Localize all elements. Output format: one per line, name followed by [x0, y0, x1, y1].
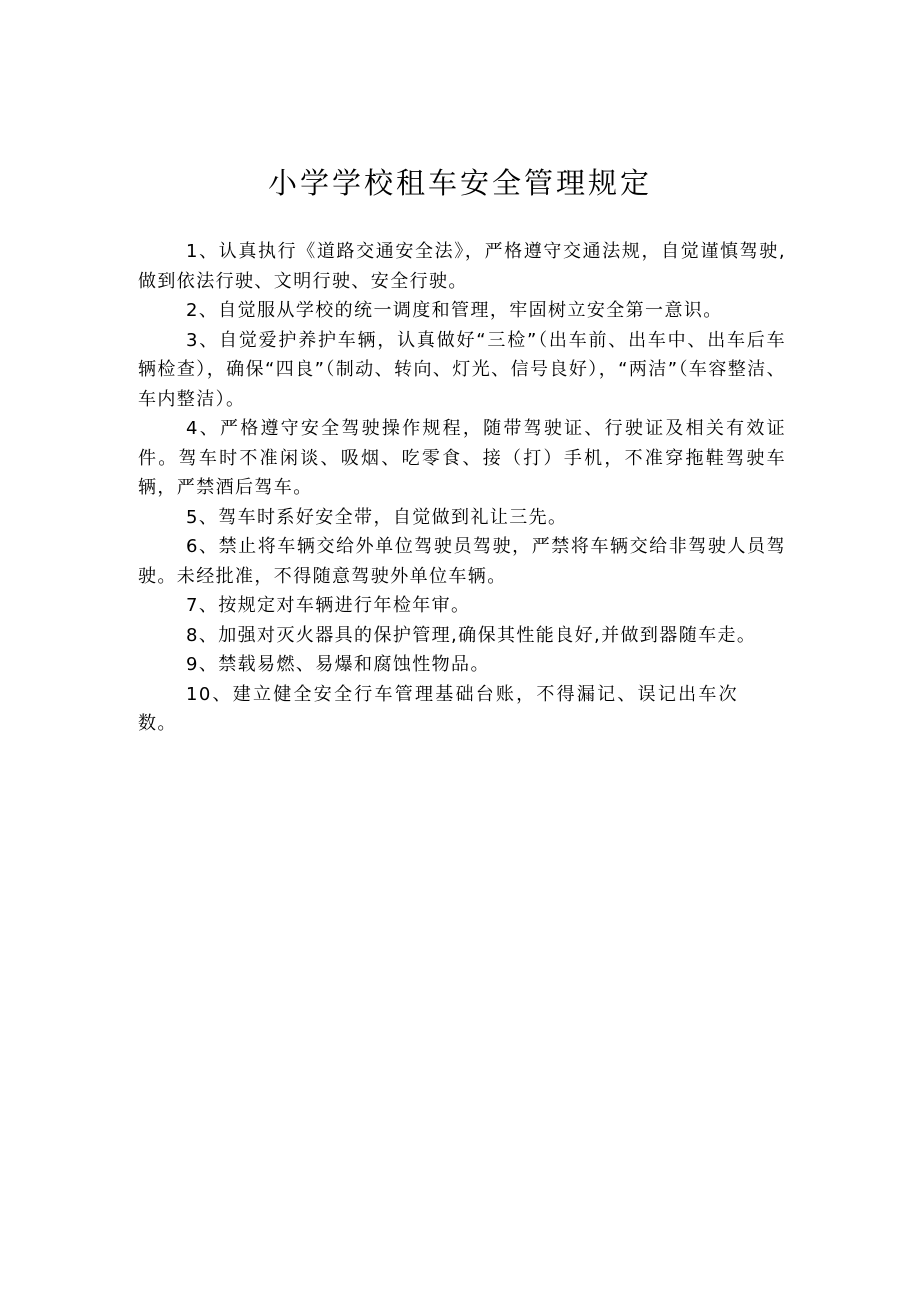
rule-paragraph-10: 10、建立健全安全行车管理基础台账，不得漏记、误记出车次数。: [138, 683, 738, 734]
rule-paragraph-2: 2、自觉服从学校的统一调度和管理，牢固树立安全第一意识。: [186, 300, 723, 321]
rule-paragraph-8: 8、加强对灭火器具的保护管理,确保其性能良好,并做到器随车走。: [186, 624, 757, 646]
rule-paragraph-1: 1、认真执行《道路交通安全法》，严格遵守交通法规，自觉谨慎驾驶,做到依法行驶、文明行驶、安全行驶。: [138, 241, 786, 292]
document-body: [138, 237, 786, 739]
rule-paragraph-3: 3、自觉爱护养护车辆，认真做好“三检”（出车前、出车中、出车后车辆检查），确保“四良”（制动、转向、灯光、信号良好），“两洁”（车容整洁、车内整洁）。: [138, 329, 786, 410]
rule-paragraph-6: 6、禁止将车辆交给外单位驾驶员驾驶，严禁将车辆交给非驾驶人员驾驶。未经批准，不得随意驾驶外单位车辆。: [138, 536, 786, 587]
rule-paragraph-4: 4、严格遵守安全驾驶操作规程，随带驾驶证、行驶证及相关有效证件。驾车时不准闲谈、吸烟、吃零食、接（打）手机，不准穿拖鞋驾驶车辆，严禁酒后驾车。: [138, 418, 786, 498]
rule-paragraph-5: 5、驾车时系好安全带，自觉做到礼让三先。: [186, 506, 568, 528]
rule-paragraph-7: 7、按规定对车辆进行年检年审。: [186, 595, 471, 616]
rule-paragraph-9: 9、禁载易燃、易爆和腐蚀性物品。: [186, 654, 490, 675]
document-title: 小学学校租车安全管理规定: [267, 166, 652, 200]
